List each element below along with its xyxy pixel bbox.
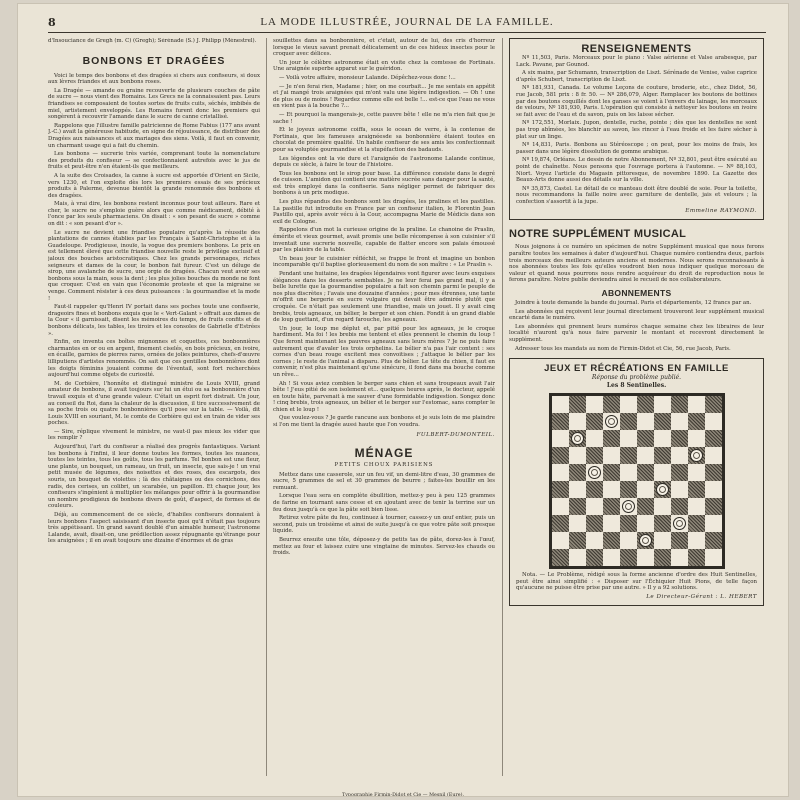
article-paragraph: Aujourd'hui, l'art du confiseur a réalisé des progrès fantastiques. Variant les bonbons à l'infini, il leur donne toutes les formes, toutes les nuances, toutes les teintes, tous les goûts, tous les parfums. Tel bonbon est une fleur, une plante, un bouquet, un rameau, un fruit, un insecte, que sais-je ! un vrai petit musée de légumes, des noisettes et des roses, des escargots, des souris, un bouquet de violettes ; là des châtaignes ou des cornichons, des radis, des cerises, un colibri, un scarabée, un papillon. Et chaque jour, les confiseurs s'ingénient à multiplier les mélanges pour offrir à la gourmandise un nombre prodigieux de bonbons divers de goût, d'aspect, de formes et de couleurs. (48, 444, 260, 510)
board-square (654, 515, 671, 532)
board-square (637, 481, 654, 498)
board-square (637, 498, 654, 515)
running-head (48, 16, 766, 33)
article-paragraph: Ah ! Si vous aviez combien le berger sans chien et sans troupeaux avait l'air bête ! J'eus pitié de son isolement et... quelques heures après, le docteur, appelé en toute hâte, parvenait à me sauver d'une formidable indigestion. Songez donc ! cinq brebis, trois agneaux, un bélier et le berger sur l'estomac, sans compter le chien et le loup ! (273, 380, 495, 413)
board-square (552, 413, 569, 430)
article-paragraph: Déjà, au commencement de ce siècle, d'habiles confiseurs donnaient à leurs bonbons l'aspect saisissant d'un insecte quoi qu'il n'était pas toujours très appétissant. Un grand savant doublé d'un aimable humeur, l'astronome Lalande, avait, disait-on, une prédilection assez répugnante qu'étrange pour les araignées ; il en avait toujours une dizaine d'énormes et de gras (48, 512, 260, 545)
renseignements-paragraph: Nº 14,831, Paris. Bonbons au Stéréoscope ; on peut, pour les moins de frais, les passer dans une légère dissolution de gomme arabique. (516, 142, 757, 155)
article-paragraph: Un beau jour le cuisinier réfléchit, se frappe le front et imagine un bonbon incomparable qu'il baptise glorieusement du nom de son maître : « Le Praslin ». (273, 255, 495, 269)
board-square (671, 447, 688, 464)
board-square (637, 447, 654, 464)
board-square (688, 549, 705, 566)
board-square (637, 430, 654, 447)
board-square (654, 430, 671, 447)
printer-credit: Typographie Firmin-Didot et Cie — Mesnil (Eure). (342, 793, 464, 796)
board-square (637, 549, 654, 566)
board-square (688, 481, 705, 498)
board-square (620, 413, 637, 430)
board-square (603, 515, 620, 532)
jeux-box (509, 358, 764, 606)
sentinel-piece (605, 415, 618, 428)
sentinel-piece (639, 534, 652, 547)
column-2 (273, 38, 495, 778)
renseignements-paragraph: Nº 19,874, Orléans. Le dessin de notre Abonnement, Nº 32,801, peut être exécuté au point de chaînette. Nous pensons que l'ouvrage portera à l'automne. — Nº 88,103, Niort. Voyez l'article du Magasin pittoresque, de novembre 1890. La Gazette des Beaux-Arts donne aussi des détails sur la ville. (516, 157, 757, 184)
article-paragraph: — Voilà votre affaire, monsieur Lalande. Dépêchez-vous donc !... (279, 74, 456, 81)
board-square (586, 396, 603, 413)
board-square (586, 430, 603, 447)
board-square (552, 430, 569, 447)
article-paragraph: Le sucre ne devient une friandise populaire qu'après la réussite des plantations de cannes établies par les Français à Saint-Christophe et à la Guadeloupe. Prodigieuse, inouïe, la vogue des premiers bonbons. Le prix en est tellement élevé que cette friandise nouvelle reste le privilège exclusif et jaloux des bouches aristocratiques. Chez les grands personnages, riches seigneurs et dames de la cour, le bonbon fait fureur. C'est un déluge de sirop, une avalanche de sucre, une orgie de dragées. Chacun veut avoir ses bonbons sous la main, sous la dent ; les plus jolies bouches du monde ne font que croquer. C'est en vain que l'économie proteste et que la migraine se venge. Comment résister à ces deux puissances : la gourmandise et la mode ! (48, 229, 260, 302)
article-paragraph: Les bonbons — sucrerie très variée, comprenant toute la nomenclature des produits du confiseur — se confectionnaient autrefois avec le jus de fruits et peut-être n'en étaient-ils que meilleurs. (48, 151, 260, 171)
renseignements-paragraph: Nº 181,931, Canada. Le volume Leçons de couture, broderie, etc., chez Didot, 56, rue Jacob, 581 prix : 8 fr. 50. — Nº 286,079, Alger. Remplacer les boutons de bottines par des boutons coquillés dont les ganses se voient à l'envers du lainage, les morceaux de velours, Nº 181,930, Paris. L'opération qui consiste à nettoyer les boutons en ivoire se fait avec de l'eau et du savon, puis on les laisse sécher. (516, 85, 757, 118)
board-square (569, 413, 586, 430)
board-square (620, 549, 637, 566)
supplement-paragraph: Nous joignons à ce numéro un spécimen de notre Supplément musical que nous ferons paraître toutes les semaines à dater d'aujourd'hui. Chaque numéro contiendra deux, parfois trois morceaux des meilleurs auteurs anciens et modernes. Nous serons reconnaissants à nos abonnées toutes les fois qu'elles voudront bien nous indiquer quelque morceau de valeur et quand nous pourrons nous rendre acquéreur du droit de reproduction nous le ferons paraître. Notre publie deviendra ainsi le recueil de nos collaborateurs. (509, 244, 764, 284)
board-square (705, 515, 722, 532)
board-square (620, 515, 637, 532)
page-number: 8 (48, 16, 56, 29)
board-square (654, 532, 671, 549)
board-square (569, 515, 586, 532)
abonnements-paragraph: Les abonnées qui prennent leurs numéros chaque semaine chez les libraires de leur localité n'auront qu'à nous faire parvenir le montant et recevront directement le supplément. (509, 323, 764, 343)
board-square (654, 447, 671, 464)
article-paragraph: souillettes dans sa bonbonnière, et c'était, autour de lui, des cris d'horreur lorsque le vieux savant prenait délicatement un de ces hideux insectes pour le croquer avec délices. (273, 38, 495, 58)
board-square (552, 464, 569, 481)
article-paragraph: — Je n'en ferai rien, Madame ; hier, on me courbait... Je me sentais en appétit et j'ai mangé trois araignées qui m'ont valu une légère indigestion. — Oh ! une de plus ou de moins ! Regardez comme elle est belle !... est-ce que l'eau ne vous en vient pas à la bouche ?... (273, 83, 495, 110)
board-square (552, 498, 569, 515)
article-paragraph: La Dragée — amande ou graine recouverte de plusieurs couches de pâte de sucre — nous vient des Romains. Les Grecs ne la connaissaient pas. Leurs friandises se composaient de toutes sortes de fruits cuits, séchés, imbibés de miel, artistement enveloppés. Les Romains furent donc les premiers qui songèrent à recouvrir l'amande dans le sucre de canne cristallisé. (48, 87, 260, 121)
board-square (688, 498, 705, 515)
article-paragraph: Faut-il rappeler qu'Henri IV portait dans ses poches toute une confiserie, drageoirs fines et bonbons exquis que le « Vert-Galant » offrait aux dames de la Cour « il garnissait, disent les mémoires du temps, de fruits confits et de bonbons délicats, les tables, les tiroirs et les consoles de Gabrielle d'Estrées ». (48, 304, 260, 337)
board-square (637, 464, 654, 481)
article-paragraph: Un jour, le loup me déplut et, par pitié pour les agneaux, je le croque hardiment. Ma foi ! les brebis me tentent et elles prennent le chemin du loup ! Que feront maintenant les pauvres agneaux sans leurs mères ? Je ne puis faire autrement que d'avaler les trois orphelins. Le bélier n'a pas l'air content : ses cornes d'un beau rouge excitent mes convoitises ; j'attaque le bélier par les cornes ; le reste de l'animal a disparu. Plus de bélier. Le tête du chien, il faut en convenir, n'est plus maintenant qu'une sinécure, il fond dans ma bouche comme un rêve... (273, 325, 495, 378)
column-divider (266, 38, 267, 776)
sentinel-piece (588, 466, 601, 479)
board-square (552, 532, 569, 549)
column-3 (509, 38, 764, 778)
board-square (569, 396, 586, 413)
board-square (552, 515, 569, 532)
board-square (569, 549, 586, 566)
article-paragraph: Un jour le célèbre astronome était en visite chez la comtesse de Fortinais. Une araignée superbe apparut sur le guéridon. (273, 59, 495, 73)
journal-title: LA MODE ILLUSTRÉE, JOURNAL DE LA FAMILLE. (260, 16, 554, 28)
board-square (688, 447, 705, 464)
problem-note: Nota. — Le Problème, rédigé sous la forme ancienne d'ordre des Huit Sentinelles, peut être ainsi simplifié : « Disposer sur l'Échiquier Huit Pions, de telle façon qu'aucune ne puisse être prise par une autre. » Il y a 92 solutions. (516, 572, 757, 592)
board-square (620, 481, 637, 498)
article-paragraph: Mais, à vrai dire, les bonbons restent inconnus pour tout ailleurs. Rare et cher, le sucre ne s'emploie guère alors que comme médicament, débité à l'once par les seuls pharmaciens. On disait : « son pesant de sucre » comme on dit : « son pesant d'or ». (48, 201, 260, 228)
section-title-menage: MÉNAGE (354, 445, 414, 460)
board-square (586, 464, 603, 481)
board-square (603, 396, 620, 413)
board-square (705, 481, 722, 498)
article-paragraph: A la suite des Croisades, la canne à sucre est apportée d'Orient en Sicile, vers 1230, et l'on exploite dès lors les premiers essais de ses précieux produits à Palerme, devenue bientôt la grande renommée des bonbons et des dragées. (48, 172, 260, 199)
board-square (620, 532, 637, 549)
intro-text: d'Insouciance de Gregh (m. C) (Gregh); Sérénade (S.) J. Philipp (Ménestrel). (48, 38, 257, 44)
board-square (671, 532, 688, 549)
article-title-bonbons: BONBONS ET DRAGÉES (82, 54, 226, 67)
board-square (637, 532, 654, 549)
article-paragraph: M. de Corbière, l'honnête et distingué ministre de Louis XVIII, grand amateur de bonbons, il avait toujours sur lui un étui ou sa bonbonnière d'un travail exquis et d'une grande valeur. C'était un esprit fort distrait. Un jour, au conseil du Roi, dans la chaleur de la discussion, il tire successivement de sa poche trois ou quatre bonbonnières qu'il pose sur la table. — Voilà, dit Louis XVIII en souriant, M. le comte de Corbière qui est en train de vider ses poches. (48, 380, 260, 427)
board-square (705, 498, 722, 515)
board-square (705, 549, 722, 566)
recipe-paragraph: Retirez votre pâte du feu, continuez à tourner, cassez-y un œuf entier, puis un second, puis un troisième et ainsi de suite jusqu'à ce que votre pâte soit presque liquide. (273, 515, 495, 535)
article-paragraph: Les légendes ont la vie dure et l'araignée de l'astronome Lalande continue, depuis ce siècle, à faire le tour de l'histoire. (273, 155, 495, 169)
board-square (688, 515, 705, 532)
checkerboard (549, 393, 725, 569)
board-square (586, 413, 603, 430)
board-square (654, 464, 671, 481)
board-square (705, 532, 722, 549)
renseignements-paragraph: Nº 11,503, Paris. Morceaux pour le piano : Valse aérienne et Valse arabesque, par Lack. Pavane, par Gounod. (516, 55, 757, 68)
article-paragraph: Enfin, on inventa ces boîtes mignonnes et coquettes, ces bonbonnières charmantes en or ou en argent, finement ciselés, en bois précieux, en ivoire, en écaille, garnies de pierres rares, ornées de jolies peintures, chefs-d'œuvre lilliputiens d'artistes renommés. On sait que ces gentilles bonbonnières dont les doigts féminins jouaient comme de l'éventail, sont fort recherchées aujourd'hui comme objets de curiosité. (48, 339, 260, 379)
board-square (637, 515, 654, 532)
board-square (637, 413, 654, 430)
article-paragraph: — Et pourquoi la mangerais-je, cette pauvre bête ! elle ne m'a rien fait que je sache ! (273, 111, 495, 125)
board-square (620, 464, 637, 481)
board-square (552, 481, 569, 498)
recipe-paragraph: Beurrez ensuite une tôle, déposez-y de petits tas de pâte, dorez-les à l'œuf, mettez au four et laissez cuire une vingtaine de minutes. Servez-les chauds ou froids. (273, 537, 495, 557)
renseignements-paragraph: Nº 172,551, Morlaix. Jupon, dentelle, ruche, pointe ; dès que les dentelles ne sont pas trop abîmées, les blanchir au savon, les rincer à l'eau froide et les faire sécher à plat sur un linge. (516, 120, 757, 140)
abonnements-title: ABONNEMENTS (601, 288, 672, 299)
board-square (603, 430, 620, 447)
newspaper-page (18, 4, 788, 796)
board-square (586, 481, 603, 498)
board-wrapper (516, 393, 757, 569)
recipe-paragraph: Mettez dans une casserole, sur un feu vif, un demi-litre d'eau, 30 grammes de sucre, 5 grammes de sel et 30 grammes de beurre ; faites-les bouillir en les remuant. (273, 471, 495, 491)
sentinel-piece (673, 517, 686, 530)
article-paragraph: Et le joyeux astronome coiffa, sous le ocean de verre, à la contenue de Fortinais, que les fameuses araignéesde sa bonbonnière étaient toutes en chocolat de première qualité. Un habile confiseur de ses amis les confectionnait pour sa voluptée gourmandise et la stupéfaction des badauds. (273, 127, 495, 153)
article-paragraph: Rappelons d'un mot la curieuse origine de la praline. Le chanoine de Praslin, émérite et vieux gourmet, avait promis une belle récompense à son cuisinier s'il inventait une sucrerie nouvelle, capable de flatter encore son palais émoussé par les plaisirs de la table. (273, 227, 495, 254)
board-square (603, 481, 620, 498)
board-square (705, 413, 722, 430)
board-square (654, 498, 671, 515)
board-square (569, 447, 586, 464)
board-square (586, 532, 603, 549)
board-square (688, 464, 705, 481)
article-paragraph: Que voulez-vous ? Je garde rancune aux bonbons et je suis loin de me plaindre si l'on me tient la dragée aussi haute que l'on voudra. (273, 415, 495, 429)
board-square (586, 515, 603, 532)
board-square (705, 430, 722, 447)
article-paragraph: — Sire, réplique vivement le ministre, ne vaut-il pas mieux les vider que les remplir ? (48, 428, 260, 442)
board-square (552, 549, 569, 566)
board-square (688, 413, 705, 430)
column-divider (502, 38, 503, 776)
article-signature: FULBERT-DUMONTEIL. (416, 431, 495, 438)
board-square (654, 549, 671, 566)
board-square (654, 413, 671, 430)
board-square (671, 549, 688, 566)
board-square (603, 464, 620, 481)
sentinel-piece (656, 483, 669, 496)
board-square (688, 532, 705, 549)
board-square (620, 498, 637, 515)
renseignements-paragraph: Nº 35,873, Castel. Le détail de ce manteau doit être doublé de soie. Pour la toilette, nous recommandons la faille noire avec garniture de dentelle, jais et velours ; la confection s'assortit à la jupe. (516, 185, 757, 205)
board-square (705, 396, 722, 413)
gerant-signature: Le Directeur-Gérant : L. HEBERT (646, 593, 757, 600)
article-paragraph: Voici le temps des bonbons et des dragées si chers aux confiseurs, si doux aux lèvres friandes et aux bonbons roses. (48, 72, 260, 86)
board-square (569, 464, 586, 481)
board-square (569, 481, 586, 498)
board-square (586, 549, 603, 566)
board-square (552, 396, 569, 413)
jeux-title: JEUX ET RÉCRÉATIONS EN FAMILLE (544, 363, 729, 375)
board-square (603, 549, 620, 566)
recipe-paragraph: Lorsque l'eau sera en complète ébullition, mettez-y peu à peu 125 grammes de farine en tournant sans cesse et en ajoutant avec de tenir la terrine sur un feu doux jusqu'à ce que la pâte soit bien lisse. (273, 493, 495, 513)
jeux-subtitle: Réponse du problème publié. (591, 374, 682, 382)
board-square (671, 498, 688, 515)
board-square (671, 464, 688, 481)
article-paragraph: Tous les bonbons ont le sirop pour base. La différence consiste dans le degré de cuisson. L'amidon qui contient une matière sucrée sans danger pour la santé, est très employé dans la confiserie. Sans négliger permet de fabriquer des bonbons à un prix modique. (273, 170, 495, 197)
renseignements-paragraph: A six mains, par Schumann, transcription de Liszt. Sérénade de Venise, valse caprice d'après Schubert, transcription de Liszt. (516, 70, 757, 83)
board-square (586, 498, 603, 515)
board-square (552, 447, 569, 464)
board-square (654, 396, 671, 413)
board-square (705, 447, 722, 464)
board-square (569, 430, 586, 447)
supplement-title: NOTRE SUPPLÉMENT MUSICAL (509, 228, 687, 241)
renseignements-box (509, 38, 764, 220)
board-square (671, 396, 688, 413)
problem-title: Les 8 Sentinelles. (606, 382, 667, 390)
article-paragraph: Rappelons que l'illustre famille patricienne de Rome Fabius (177 ans avant J.-C.) avait la généreuse habitude, en signe de réjouissance, de distribuer des Dragées aux naissances et aux mariages des siens. Voilà, il faut en convenir, un charmant usage qui a fait du chemin. (48, 122, 260, 149)
board-square (654, 481, 671, 498)
board-square (688, 430, 705, 447)
recipe-title: PETITS CHOUX PARISIENS (334, 461, 434, 468)
board-square (705, 464, 722, 481)
abonnements-paragraph: Les abonnées qui reçoivent leur journal directement trouveront leur supplément musical encarté dans le numéro. (509, 308, 764, 322)
board-square (637, 396, 654, 413)
board-square (671, 481, 688, 498)
board-square (569, 498, 586, 515)
board-square (586, 447, 603, 464)
board-square (620, 430, 637, 447)
board-square (603, 532, 620, 549)
article-paragraph: Pendant une huitaine, les dragées légendaires vont figurer avec leurs exquises élégances dans les desserts sembables. Je ne leur ferai pas grand mal, il y a belle lurette que la gourmandise populaire a fait son chemin parmi le peuple de nos plus discrètes ; l'avais une douzaine d'années ; pour mes étrennes, une tante m'offrit une bergerie en sucre vulgaire qui devait être admirée plutôt que croquée. Ce n'était pas seulement une friandise, mais un jouet. Il y avait cinq brebis, trois agneaux, un bélier, le berger et son chien. Fondit à un grand diable de loup guettant, d'un regard farouche, les agneaux. (273, 271, 495, 324)
board-square (671, 430, 688, 447)
abonnements-paragraph: Joindre à toute demande la bande du journal. Paris et départements, 12 francs par an. (515, 300, 752, 307)
renseignements-signature: Emmeline RAYMOND. (685, 208, 757, 215)
board-square (671, 413, 688, 430)
board-square (603, 447, 620, 464)
board-square (688, 396, 705, 413)
sentinel-piece (571, 432, 584, 445)
column-1 (48, 38, 260, 778)
board-square (603, 413, 620, 430)
board-square (620, 396, 637, 413)
abonnements-paragraph: Adresser tous les mandats au nom de Firmin-Didot et Cie, 56, rue Jacob, Paris. (515, 345, 731, 352)
board-square (603, 498, 620, 515)
article-paragraph: Les plus répandus des bonbons sont les dragées, les pralines et les pastilles. La pastille fut introduite en France par un confiseur italien, le Florentin Jean Pastillo qui, après avoir vécu à la Cour, accompagna Marie de Médicis dans son exil de Cologne. (273, 199, 495, 225)
sentinel-piece (622, 500, 635, 513)
board-square (671, 515, 688, 532)
renseignements-title: RENSEIGNEMENTS (581, 43, 692, 55)
sentinel-piece (690, 449, 703, 462)
board-square (569, 532, 586, 549)
board-square (620, 447, 637, 464)
